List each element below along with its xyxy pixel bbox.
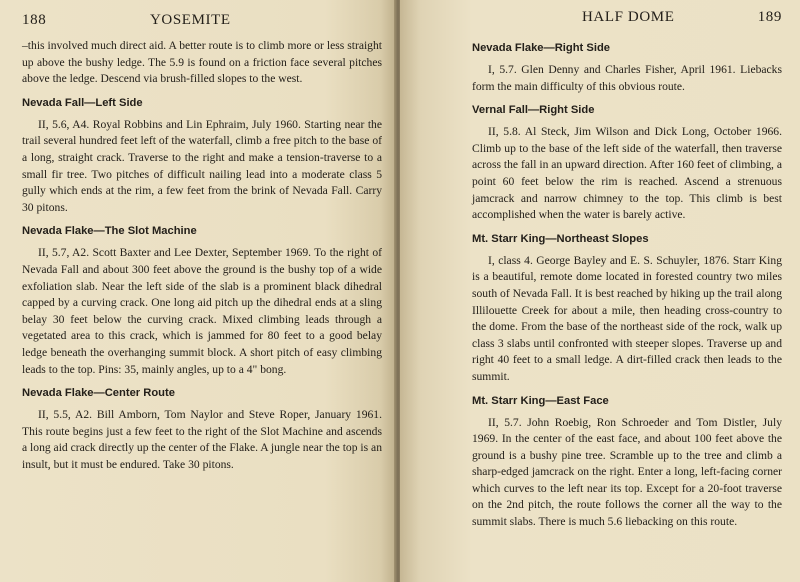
route-description: II, 5.8. Al Steck, Jim Wilson and Dick Long, October 1966. Climb up to the base of the left side of the waterfall, then traverse across the fall in an upward direction. After 160 feet of climbing, a point 60 feet below the rim is reached. Ascend a strenuous jamcrack and narrow chimney to the top. This climb is best accomplished when the water is barely active. <box>472 125 782 222</box>
route-description: II, 5.7, A2. Scott Baxter and Lee Dexter, September 1969. To the right of Nevada Fall and about 300 feet above the ground is the bushy top of a wide exfoliation slab. Near the left side of the slab is a prominent black dihedral capped by a curving crack. One long aid pitch up the dihedral ends at a sling belay 30 feet below the curving crack. Mixed climbing leads through a vegetated area to this crack, which is jammed for 80 feet to a good belay ledge beneath the overhanging summit block. A short pitch of easy climbing leads to the top. Pins: 35, mainly angles, up to a 4" bong. <box>22 246 382 376</box>
route-entry <box>22 386 382 473</box>
route-heading: Nevada Flake—The Slot Machine <box>22 225 197 238</box>
route-entry <box>22 96 382 217</box>
continuation-section <box>22 38 382 88</box>
route-description: II, 5.7. John Roebig, Ron Schroeder and Tom Distler, July 1969. In the center of the east face, and about 100 feet above the ground is a bushy pine tree. Scramble up to the tree and climb a sharp-edged jamcrack on the right. Enter a long, left-facing corner which curves to the left near its top. Except for a 20-foot traverse on the 2nd pitch, the route follows the corner all the way to the summit slabs. There is much 5.6 liebacking on this route. <box>472 415 782 529</box>
continuation-paragraph: –this involved much direct aid. A better route is to climb more or less straight up above the bushy ledge. The 5.9 is found on a friction face several pitches above the ledge. Descend via brush-filled slopes to the west. <box>22 39 382 86</box>
running-head-title: HALF DOME <box>582 9 675 25</box>
route-heading: Vernal Fall—Right Side <box>472 104 595 117</box>
route-heading: Mt. Starr King—East Face <box>472 394 609 407</box>
route-entry <box>472 394 782 531</box>
route-entry <box>22 224 382 378</box>
left-page <box>0 0 396 582</box>
route-heading: Nevada Flake—Center Route <box>22 387 175 400</box>
route-entry <box>472 41 782 95</box>
running-head <box>472 9 782 31</box>
route-entry <box>472 103 782 224</box>
right-page <box>400 0 800 582</box>
running-head <box>22 12 382 34</box>
route-description: I, class 4. George Bayley and E. S. Schuyler, 1876. Starr King is a beautiful, remote dome located in forested country two miles south of Nevada Fall. It is best reached by hiking up the trail along Illilouette Creek for about a mile, then heading cross-country to the dome. From the base of the northeast side of the rock, walk up class 3 slabs until confronted with steeper slopes. Traverse up and right 40 feet to a small ledge. A dirt-filled crack then leads to the summit. <box>472 253 782 383</box>
route-description: II, 5.6, A4. Royal Robbins and Lin Ephraim, July 1960. Starting near the trail several hundred feet left of the waterfall, climb a free pitch to the base of a long, straight crack. Traverse to the right and make a tension-traverse to a small fir tree. Two pitches of difficult nailing lead into a moderate class 5 gully which ends at the rim, a few feet from the brink of Nevada Fall. Carry 30 pitons. <box>22 117 382 214</box>
route-heading: Nevada Flake—Right Side <box>472 42 611 54</box>
page-number: 188 <box>22 12 47 28</box>
route-description: II, 5.5, A2. Bill Amborn, Tom Naylor and Steve Roper, January 1961. This route begins just a few feet to the right of the Slot Machine and ascends a long aid crack directly up the center of the Flake. A jungle near the top is an insult, but it must be endured. Take 30 pitons. <box>22 408 382 471</box>
route-heading: Nevada Fall—Left Side <box>22 96 143 109</box>
running-head-title: YOSEMITE <box>150 12 231 28</box>
page-number: 189 <box>757 9 782 25</box>
route-description: I, 5.7. Glen Denny and Charles Fisher, April 1961. Liebacks form the main difficulty of this obvious route. <box>472 63 782 93</box>
route-heading: Mt. Starr King—Northeast Slopes <box>472 232 649 245</box>
route-entry <box>472 232 782 386</box>
